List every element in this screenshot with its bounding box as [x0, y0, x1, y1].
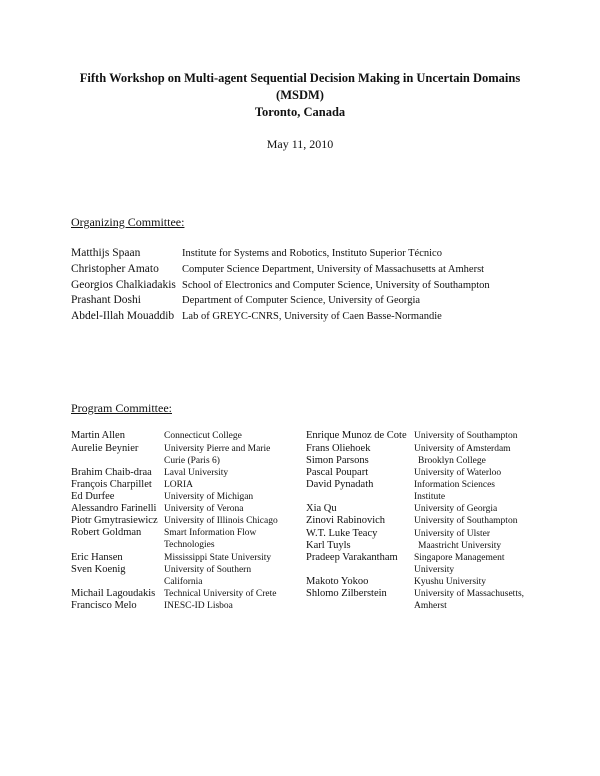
org-member-affiliation: Computer Science Department, University of Massachusetts at Amherst	[182, 264, 485, 275]
program-committee-heading: Program Committee:	[71, 401, 172, 415]
pc-member-name: Zinovi Rabinovich	[306, 515, 386, 526]
org-member-name: Christopher Amato	[71, 263, 159, 275]
pc-member-name: Robert Goldman	[71, 527, 142, 538]
workshop-location: Toronto, Canada	[254, 105, 346, 119]
pc-member-affiliation: Smart Information Flow Technologies	[164, 528, 257, 550]
pc-member-name: Brahim Chaib-draa	[71, 467, 152, 478]
pc-member-affiliation: University of Amsterdam	[414, 444, 511, 454]
pc-member-affiliation: INESC-ID Lisboa	[164, 601, 233, 611]
pc-member-affiliation: Connecticut College	[164, 431, 242, 441]
pc-member-affiliation: University Pierre and Marie Curie (Paris 6)	[164, 444, 271, 466]
pc-member-affiliation: Information Sciences Institute	[414, 480, 495, 502]
pc-member-name: Makoto Yokoo	[306, 576, 369, 587]
pc-member-name: Eric Hansen	[71, 552, 123, 563]
pc-member-name: François Charpillet	[71, 479, 152, 490]
workshop-date: May 11, 2010	[266, 137, 334, 151]
pc-member-name: Enrique Munoz de Cote	[306, 430, 407, 441]
pc-member-affiliation: Brooklyn College	[418, 456, 486, 466]
pc-member-affiliation: University of Georgia	[414, 504, 498, 514]
pc-member-affiliation: University of Waterloo	[414, 468, 502, 478]
pc-member-name: Alessandro Farinelli	[71, 503, 157, 514]
organizing-committee-heading: Organizing Committee:	[71, 215, 185, 229]
org-member-affiliation: School of Electronics and Computer Science, University of Southampton	[182, 280, 490, 291]
pc-member-affiliation: LORIA	[164, 480, 194, 490]
pc-member-affiliation: Laval University	[164, 468, 229, 478]
pc-member-affiliation: Technical University of Crete	[164, 589, 277, 599]
pc-member-name: Shlomo Zilberstein	[306, 588, 387, 599]
pc-member-affiliation: University of Southampton	[414, 431, 518, 441]
pc-member-name: Pascal Poupart	[306, 467, 369, 478]
pc-member-affiliation: University of Southampton	[414, 516, 518, 526]
org-member-affiliation: Institute for Systems and Robotics, Instituto Superior Técnico	[182, 248, 442, 259]
workshop-title-line1: Fifth Workshop on Multi-agent Sequential Decision Making in Uncertain Domains	[79, 71, 521, 85]
pc-member-name: Michail Lagoudakis	[71, 588, 156, 599]
pc-member-name: Pradeep Varakantham	[306, 552, 398, 563]
pc-member-name: Xia Qu	[306, 503, 337, 514]
org-member-affiliation: Lab of GREYC-CNRS, University of Caen Basse-Normandie	[182, 311, 442, 322]
org-member-name: Matthijs Spaan	[71, 247, 141, 259]
pc-member-name: Francisco Melo	[71, 600, 137, 611]
pc-member-name: Karl Tuyls	[306, 540, 351, 551]
pc-member-name: W.T. Luke Teacy	[306, 528, 378, 539]
org-member-name: Abdel-Illah Mouaddib	[71, 310, 175, 322]
pc-member-affiliation: Kyushu University	[414, 577, 487, 587]
pc-member-affiliation: University of Michigan	[164, 492, 254, 502]
pc-member-name: Piotr Gmytrasiewicz	[71, 515, 158, 526]
pc-member-name: Martin Allen	[71, 430, 125, 441]
org-member-affiliation: Department of Computer Science, University of Georgia	[182, 295, 421, 306]
org-member-name: Prashant Doshi	[71, 294, 141, 306]
pc-member-name: Simon Parsons	[306, 455, 369, 466]
pc-member-name: Frans Oliehoek	[306, 443, 371, 454]
pc-member-affiliation: University of Massachusetts, Amherst	[414, 589, 525, 611]
org-member-name: Georgios Chalkiadakis	[71, 279, 176, 291]
pc-member-affiliation: Maastricht University	[418, 541, 502, 551]
pc-member-affiliation: University of Southern California	[164, 565, 252, 587]
pc-member-name: Sven Koenig	[71, 564, 126, 575]
pc-member-affiliation: Singapore Management University	[414, 553, 505, 575]
workshop-title-line2: (MSDM)	[276, 88, 324, 102]
pc-member-affiliation: University of Verona	[164, 504, 244, 514]
pc-member-affiliation: University of Ulster	[414, 529, 490, 539]
pc-member-name: Aurelie Beynier	[71, 443, 139, 454]
pc-member-name: Ed Durfee	[71, 491, 115, 502]
pc-member-name: David Pynadath	[306, 479, 374, 490]
pc-member-affiliation: University of Illinois Chicago	[164, 516, 278, 526]
pc-member-affiliation: Mississippi State University	[164, 553, 272, 563]
